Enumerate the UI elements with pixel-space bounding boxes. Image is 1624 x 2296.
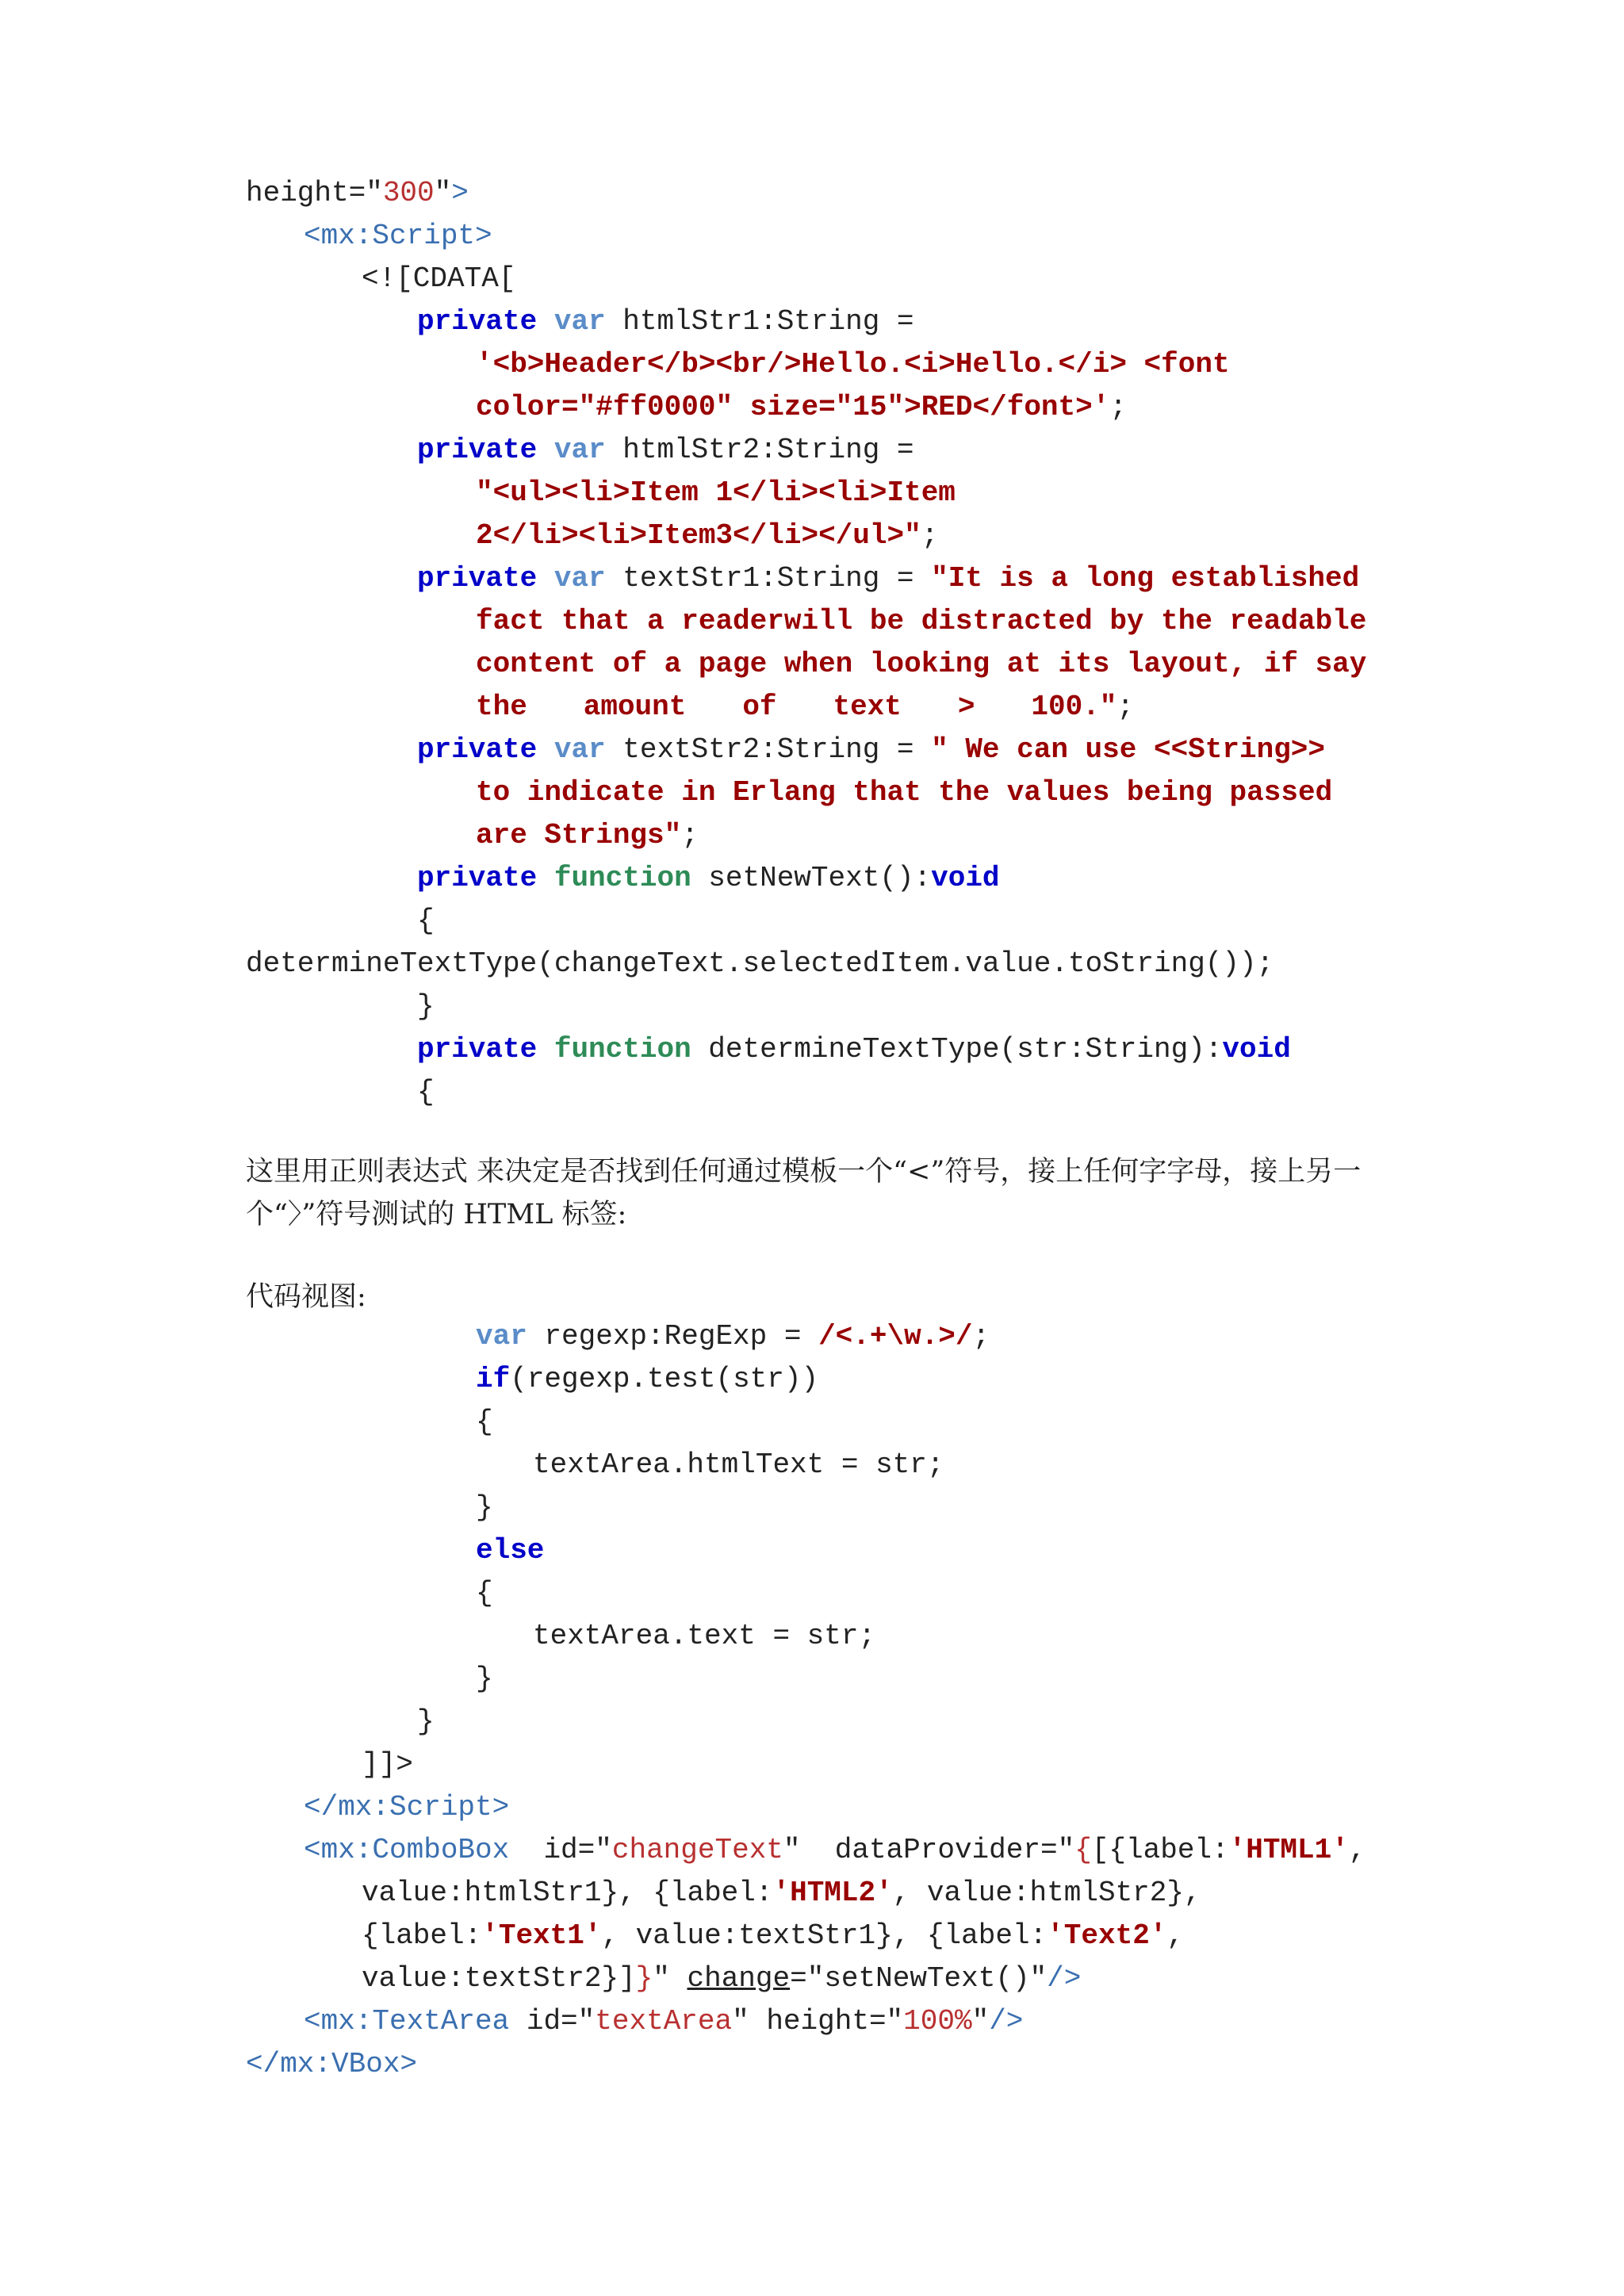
code-token: ; (972, 1320, 990, 1353)
code-view-label: 代码视图: (246, 1281, 366, 1313)
code-line (362, 1915, 1184, 1957)
code-token: " We can use <<String>> (931, 733, 1326, 766)
code-line (476, 515, 938, 557)
code-token: textArea.text = str; (533, 1620, 876, 1652)
code-line (476, 686, 1134, 729)
code-token: } (417, 1705, 435, 1738)
code-line (476, 1658, 493, 1701)
code-token: /> (1047, 1962, 1082, 1995)
code-token: are Strings" (476, 819, 682, 851)
code-token (537, 1033, 554, 1066)
code-token: ]]> (362, 1748, 413, 1781)
code-line (417, 1028, 1291, 1071)
code-token: } (476, 1491, 493, 1524)
code-line (476, 343, 1230, 386)
code-line (304, 2000, 1023, 2043)
code-line (476, 1487, 493, 1529)
code-token: if (476, 1363, 511, 1395)
code-token: 'HTML1' (1228, 1834, 1349, 1866)
code-line (417, 985, 435, 1028)
code-line (417, 1071, 435, 1114)
code-line (246, 943, 1274, 985)
code-token: 'Text1' (481, 1919, 602, 1952)
code-token: <mx:TextArea (304, 2005, 510, 2038)
code-token: to indicate in Erlang that the values being passed (476, 776, 1333, 809)
code-line (417, 300, 914, 343)
code-token: private (417, 733, 538, 766)
code-token: } (635, 1962, 653, 1995)
code-token: var (553, 562, 606, 595)
code-line (362, 1957, 1081, 2000)
code-line (476, 1358, 818, 1401)
code-line (246, 2043, 417, 2086)
code-line (533, 1444, 944, 1487)
code-token: <![CDATA[ (362, 262, 516, 295)
code-token: ; (681, 819, 699, 851)
code-token: value:textStr2}] (362, 1962, 636, 1995)
code-token: { (476, 1577, 493, 1609)
code-token: void (1222, 1033, 1291, 1066)
code-token: private (417, 1033, 538, 1066)
code-line (476, 1315, 990, 1358)
code-token: "<ul><li>Item 1</li><li>Item (476, 476, 956, 509)
code-line (476, 1529, 544, 1572)
code-token: value:htmlStr1}, {label: (362, 1877, 773, 1909)
code-line (417, 900, 435, 943)
code-token: (regexp.test(str)) (510, 1363, 819, 1395)
code-token: 2</li><li>Item3</li></ul>" (476, 519, 921, 552)
code-line (417, 857, 1000, 900)
code-token: changeText (611, 1834, 783, 1866)
code-token: function (553, 1033, 691, 1066)
code-token: </mx:Script> (304, 1791, 510, 1823)
code-token: height=" (246, 177, 383, 209)
code-token: textArea.htmlText = str; (533, 1448, 944, 1481)
code-line (476, 643, 1366, 686)
code-token: 'Text2' (1047, 1919, 1167, 1952)
code-line (362, 1872, 1201, 1915)
code-token: var (553, 305, 606, 338)
code-token (537, 733, 554, 766)
code-token: content of a page when looking at its layout, if say (476, 648, 1367, 680)
code-token: > (451, 177, 469, 209)
explanation-line: 这里用正则表达式 来决定是否找到任何通过模板一个“<”符号，接上任何字字母，接上另一 (246, 1156, 1362, 1188)
code-token: { (476, 1406, 493, 1438)
code-token: {label: (362, 1919, 482, 1952)
code-token: ; (1109, 391, 1127, 423)
code-token: " (434, 177, 452, 209)
code-token: var (553, 434, 606, 466)
code-token: "It is a long established (931, 562, 1360, 595)
code-line (362, 258, 515, 300)
code-token: htmlStr2:String = (605, 434, 914, 466)
code-line (533, 1615, 875, 1658)
code-line (362, 1743, 413, 1786)
code-token: </mx:VBox> (246, 2048, 418, 2080)
code-token: , (1166, 1919, 1185, 1952)
code-token: [{label: (1091, 1834, 1229, 1866)
code-token: <mx:Script> (304, 220, 492, 252)
code-token: ; (921, 519, 939, 552)
code-token: htmlStr1:String = (605, 305, 914, 338)
code-token: private (417, 434, 538, 466)
code-token: void (931, 862, 1000, 894)
code-token: <mx:ComboBox (304, 1834, 510, 1866)
code-line (246, 172, 469, 215)
code-token: var (476, 1320, 527, 1353)
code-line (417, 429, 914, 472)
code-token: function (553, 862, 691, 894)
code-token: determineTextType(str:String): (691, 1033, 1223, 1066)
code-token: ="setNewText()" (790, 1962, 1048, 1995)
code-token: { (417, 1076, 435, 1108)
code-line (476, 472, 956, 515)
code-line (476, 1401, 493, 1444)
code-token: " (653, 1962, 688, 1995)
code-token: the amount of text > 100." (476, 691, 1117, 723)
code-token (537, 434, 554, 466)
code-token: " dataProvider=" (783, 1834, 1075, 1866)
code-token: /> (989, 2005, 1024, 2038)
code-line (304, 215, 492, 258)
code-token: var (553, 733, 606, 766)
code-line (476, 1572, 493, 1615)
code-token: , value:htmlStr2}, (892, 1877, 1201, 1909)
code-token: private (417, 562, 538, 595)
code-token: textArea (595, 2005, 733, 2038)
code-token: } (417, 990, 435, 1023)
code-token: regexp:RegExp = (527, 1320, 819, 1353)
code-line (417, 557, 1359, 600)
code-token: /<.+\w.>/ (818, 1320, 973, 1353)
code-token: " (971, 2005, 990, 2038)
code-token: 100% (903, 2005, 972, 2038)
code-token: id=" (509, 2005, 596, 2038)
code-token: 'HTML2' (772, 1877, 893, 1909)
code-token: private (417, 305, 538, 338)
code-line (476, 814, 699, 857)
code-line (304, 1786, 509, 1829)
explanation-line: 个“〉”符号测试的 HTML 标签: (246, 1199, 627, 1230)
code-token: { (417, 905, 435, 937)
code-token: ; (1116, 691, 1134, 723)
code-token: '<b>Header</b><br/>Hello.<i>Hello.</i> <font (476, 348, 1230, 381)
code-token (537, 562, 554, 595)
code-line (476, 386, 1127, 429)
code-token: , value:textStr1}, {label: (601, 1919, 1048, 1952)
code-token: textStr1:String = (605, 562, 932, 595)
code-token (537, 305, 554, 338)
code-token: } (476, 1663, 493, 1695)
code-token: , (1348, 1834, 1366, 1866)
code-line (304, 1829, 1365, 1872)
code-token: private (417, 862, 538, 894)
code-token: textStr2:String = (605, 733, 932, 766)
code-token: setNewText(): (691, 862, 932, 894)
code-token: determineTextType(changeText.selectedItem.value.toString()); (246, 947, 1274, 980)
code-token: change (687, 1962, 791, 1995)
code-token: id=" (509, 1834, 612, 1866)
code-token (537, 862, 554, 894)
code-token: { (1074, 1834, 1092, 1866)
code-line (476, 771, 1332, 814)
code-line (417, 729, 1325, 771)
code-token: " height=" (732, 2005, 904, 2038)
code-token: 300 (382, 177, 435, 209)
code-line (417, 1701, 435, 1743)
code-token: fact that a readerwill be distracted by the readable (476, 605, 1367, 637)
code-line (476, 600, 1366, 643)
code-token: else (476, 1534, 545, 1567)
code-token: color="#ff0000" size="15">RED</font>' (476, 391, 1110, 423)
